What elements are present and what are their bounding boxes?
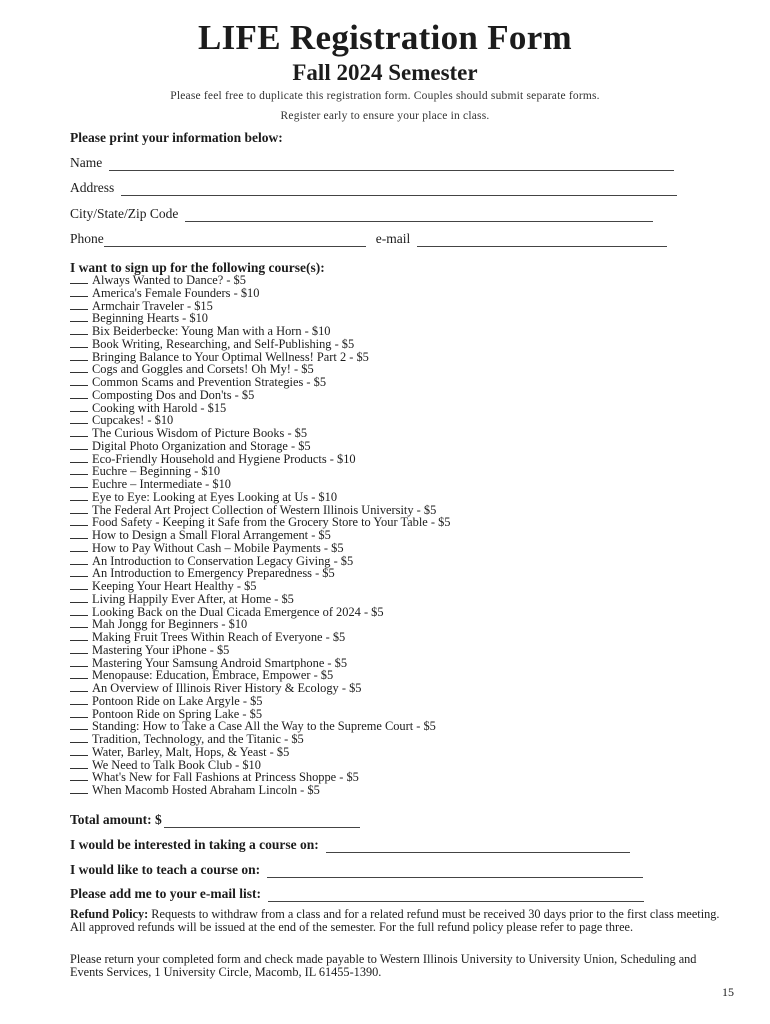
semester-subtitle: Fall 2024 Semester xyxy=(292,60,478,85)
course-checkbox-line[interactable] xyxy=(70,376,88,386)
course-label: Euchre – Beginning - $10 xyxy=(92,464,221,479)
course-label: Always Wanted to Dance? - $5 xyxy=(92,273,246,287)
phone-line[interactable] xyxy=(104,234,366,247)
phone-field[interactable] xyxy=(70,231,667,247)
course-label: The Federal Art Project Collection of Western Illinois University - $5 xyxy=(92,502,437,517)
course-checkbox-line[interactable] xyxy=(70,504,88,514)
course-checkbox-line[interactable] xyxy=(70,708,88,718)
course-label: Food Safety - Keeping it Safe from the Grocery Store to Your Table - $5 xyxy=(92,515,451,530)
course-checkbox-line[interactable] xyxy=(70,402,88,412)
teach-label: I would like to teach a course on: xyxy=(70,862,261,877)
course-label: Menopause: Education, Embrace, Empower - $5 xyxy=(92,668,334,683)
course-label: Standing: How to Take a Case All the Way to the Supreme Court - $5 xyxy=(92,719,436,734)
course-label: Eye to Eye: Looking at Eyes Looking at Us - $10 xyxy=(92,489,338,504)
refund-text: Requests to withdraw from a class and for a related refund must be received 30 days prior to the first class meeting. All approved refunds will be issued at the end of the semester. For the full refund policy please refer to page three. xyxy=(70,907,720,934)
course-label: Keeping Your Heart Healthy - $5 xyxy=(92,579,257,593)
name-line[interactable] xyxy=(109,158,674,171)
course-checkbox-line[interactable] xyxy=(70,784,88,794)
course-checkbox-line[interactable] xyxy=(70,759,88,769)
course-checkbox-line[interactable] xyxy=(70,631,88,641)
course-checkbox-line[interactable] xyxy=(70,555,88,565)
register-note: Register early to ensure your place in class. xyxy=(280,110,490,122)
interest-line[interactable] xyxy=(326,840,630,853)
course-list xyxy=(70,274,451,797)
course-label: The Curious Wisdom of Picture Books - $5 xyxy=(92,426,308,440)
course-checkbox-line[interactable] xyxy=(70,733,88,743)
course-checkbox-line[interactable] xyxy=(70,440,88,450)
course-checkbox-line[interactable] xyxy=(70,580,88,590)
address-label: Address xyxy=(70,180,115,195)
city-field[interactable] xyxy=(70,206,653,222)
course-label: An Introduction to Conservation Legacy Giving - $5 xyxy=(92,553,354,568)
email-list-label: Please add me to your e-mail list: xyxy=(70,886,261,901)
course-item[interactable] xyxy=(70,784,451,797)
email-list-field[interactable] xyxy=(70,886,644,902)
course-checkbox-line[interactable] xyxy=(70,657,88,667)
course-checkbox-line[interactable] xyxy=(70,682,88,692)
course-label: Composting Dos and Don'ts - $5 xyxy=(92,387,255,402)
course-checkbox-line[interactable] xyxy=(70,529,88,539)
course-label: We Need to Talk Book Club - $10 xyxy=(92,757,261,772)
course-label: Cogs and Goggles and Corsets! Oh My! - $5 xyxy=(92,362,314,377)
course-label: Mah Jongg for Beginners - $10 xyxy=(92,617,248,632)
course-checkbox-line[interactable] xyxy=(70,274,88,284)
course-checkbox-line[interactable] xyxy=(70,427,88,437)
course-checkbox-line[interactable] xyxy=(70,644,88,654)
course-checkbox-line[interactable] xyxy=(70,338,88,348)
course-label: When Macomb Hosted Abraham Lincoln - $5 xyxy=(92,783,320,797)
interest-label: I would be interested in taking a course on: xyxy=(70,837,319,852)
course-label: Cupcakes! - $10 xyxy=(92,413,174,428)
email-list-line[interactable] xyxy=(268,889,644,902)
course-checkbox-line[interactable] xyxy=(70,542,88,552)
course-checkbox-line[interactable] xyxy=(70,771,88,781)
course-label: An Overview of Illinois River History & Ecology - $5 xyxy=(92,681,362,695)
teach-line[interactable] xyxy=(267,865,643,878)
course-checkbox-line[interactable] xyxy=(70,287,88,297)
course-checkbox-line[interactable] xyxy=(70,695,88,705)
course-checkbox-line[interactable] xyxy=(70,567,88,577)
course-label: Pontoon Ride on Spring Lake - $5 xyxy=(92,706,263,721)
course-checkbox-line[interactable] xyxy=(70,593,88,603)
course-label: Digital Photo Organization and Storage - $5 xyxy=(92,438,311,453)
course-checkbox-line[interactable] xyxy=(70,312,88,322)
city-label: City/State/Zip Code xyxy=(70,206,179,221)
duplicate-note: Please feel free to duplicate this registration form. Couples should submit separate forms. xyxy=(170,90,600,102)
course-label: How to Pay Without Cash – Mobile Payments - $5 xyxy=(92,540,344,555)
course-checkbox-line[interactable] xyxy=(70,414,88,424)
course-label: Making Fruit Trees Within Reach of Everyone - $5 xyxy=(92,630,346,644)
course-label: Common Scams and Prevention Strategies - $5 xyxy=(92,375,327,389)
course-label: Mastering Your Samsung Android Smartphone - $5 xyxy=(92,655,348,670)
course-checkbox-line[interactable] xyxy=(70,389,88,399)
course-checkbox-line[interactable] xyxy=(70,606,88,616)
course-checkbox-line[interactable] xyxy=(70,669,88,679)
course-checkbox-line[interactable] xyxy=(70,465,88,475)
email-line[interactable] xyxy=(417,234,667,247)
course-checkbox-line[interactable] xyxy=(70,478,88,488)
course-label: America's Female Founders - $10 xyxy=(92,285,260,300)
course-label: Bix Beiderbecke: Young Man with a Horn - $10 xyxy=(92,324,331,338)
course-checkbox-line[interactable] xyxy=(70,325,88,335)
courses-heading: I want to sign up for the following course(s): xyxy=(70,260,325,275)
address-field[interactable] xyxy=(70,180,677,196)
course-checkbox-line[interactable] xyxy=(70,491,88,501)
total-field[interactable] xyxy=(70,812,360,828)
page-number: 15 xyxy=(722,985,734,999)
course-label: An Introduction to Emergency Preparedness - $5 xyxy=(92,566,335,581)
course-label: Euchre – Intermediate - $10 xyxy=(92,477,231,491)
address-line[interactable] xyxy=(121,183,677,196)
course-label: Mastering Your iPhone - $5 xyxy=(92,642,230,657)
course-label: Tradition, Technology, and the Titanic - $5 xyxy=(92,732,304,746)
name-label: Name xyxy=(70,155,103,170)
total-label: Total amount: $ xyxy=(70,812,162,827)
course-checkbox-line[interactable] xyxy=(70,746,88,756)
course-checkbox-line[interactable] xyxy=(70,618,88,628)
course-label: How to Design a Small Floral Arrangement - $5 xyxy=(92,528,331,542)
course-label: Looking Back on the Dual Cicada Emergence of 2024 - $5 xyxy=(92,604,384,619)
course-label: Eco-Friendly Household and Hygiene Products - $10 xyxy=(92,451,356,466)
email-label: e-mail xyxy=(375,231,411,246)
course-label: Armchair Traveler - $15 xyxy=(92,298,213,313)
phone-label: Phone xyxy=(70,231,104,246)
course-checkbox-line[interactable] xyxy=(70,516,88,526)
course-label: Living Happily Ever After, at Home - $5 xyxy=(92,591,294,606)
course-checkbox-line[interactable] xyxy=(70,351,88,361)
course-checkbox-line[interactable] xyxy=(70,720,88,730)
teach-field[interactable] xyxy=(70,862,643,878)
course-checkbox-line[interactable] xyxy=(70,300,88,310)
course-label: Water, Barley, Malt, Hops, & Yeast - $5 xyxy=(92,744,290,759)
course-label: Bringing Balance to Your Optimal Wellness! Part 2 - $5 xyxy=(92,349,369,364)
course-label: Pontoon Ride on Lake Argyle - $5 xyxy=(92,693,263,708)
name-field[interactable] xyxy=(70,155,674,171)
course-label: What's New for Fall Fashions at Princess Shoppe - $5 xyxy=(92,770,359,785)
info-heading: Please print your information below: xyxy=(70,130,283,145)
course-checkbox-line[interactable] xyxy=(70,453,88,463)
city-line[interactable] xyxy=(185,209,653,222)
course-label: Beginning Hearts - $10 xyxy=(92,311,208,326)
interest-field[interactable] xyxy=(70,837,630,853)
refund-label: Refund Policy: xyxy=(70,907,149,921)
form-title: LIFE Registration Form xyxy=(197,18,573,57)
return-instructions: Please return your completed form and check made payable to Western Illinois University to University Union, Scheduling and Events Services, 1 University Circle, Macomb, IL 61455-1390. xyxy=(70,952,697,979)
course-checkbox-line[interactable] xyxy=(70,363,88,373)
refund-policy xyxy=(70,908,720,934)
total-line[interactable] xyxy=(164,815,360,828)
course-label: Book Writing, Researching, and Self-Publishing - $5 xyxy=(92,336,355,351)
course-label: Cooking with Harold - $15 xyxy=(92,400,227,415)
